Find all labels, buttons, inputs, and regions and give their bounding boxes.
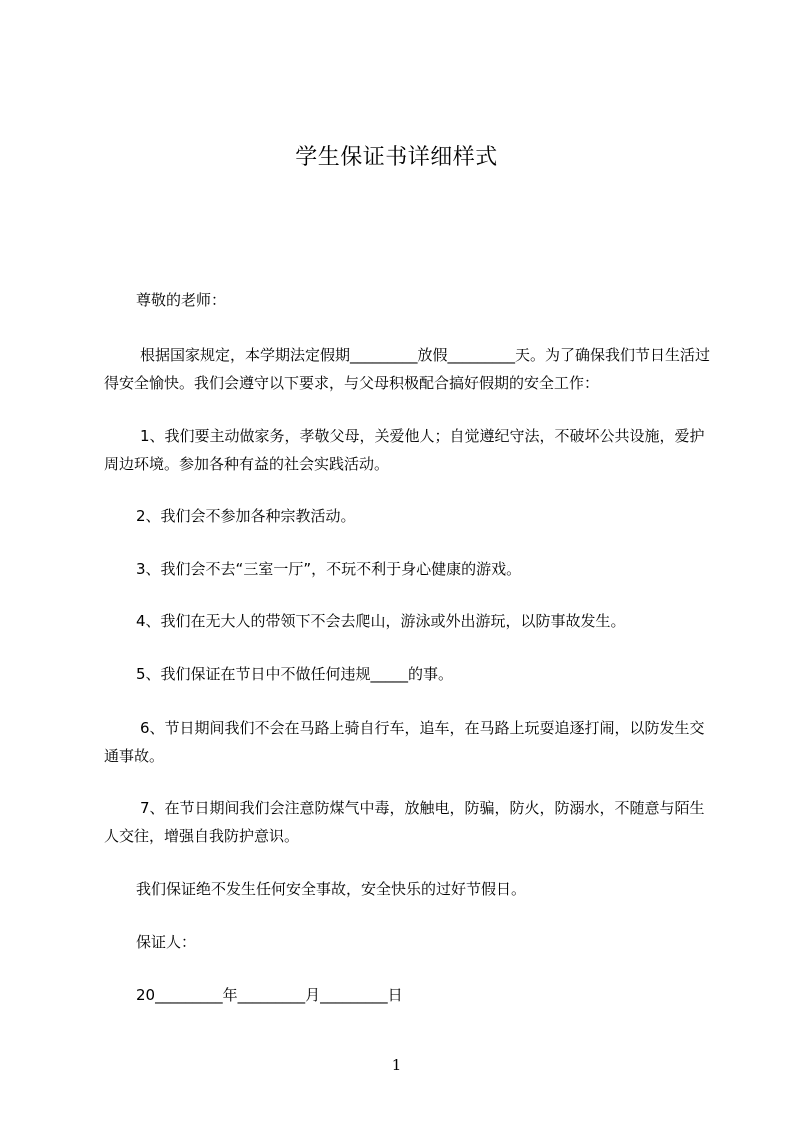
list-item: 5、我们保证在节日中不做任何违规_____的事。 xyxy=(136,665,454,683)
list-item: 2、我们会不参加各种宗教活动。 xyxy=(136,507,356,525)
guarantor-label: 保证人： xyxy=(136,933,197,951)
salutation: 尊敬的老师： xyxy=(136,291,227,309)
list-item: 1、我们要主动做家务，孝敬父母，关爱他人；自觉遵纪守法，不破坏公共设施，爱护周边环境。参加各种有益的社会实践活动。 xyxy=(104,427,705,473)
list-item: 7、在节日期间我们会注意防煤气中毒，放触电，防骗，防火，防溺水，不随意与陌生人交往，增强自我防护意识。 xyxy=(104,799,705,845)
list-item: 6、节日期间我们不会在马路上骑自行车，追车，在马路上玩耍追逐打闹，以防发生交通事故。 xyxy=(104,719,705,765)
list-item: 3、我们会不去“三室一厅”，不玩不利于身心健康的游戏。 xyxy=(136,560,522,578)
document-title: 学生保证书详细样式 xyxy=(295,145,498,170)
list-item: 4、我们在无大人的带领下不会去爬山，游泳或外出游玩，以防事故发生。 xyxy=(136,612,626,630)
page-number: 1 xyxy=(391,1056,402,1074)
closing-statement: 我们保证绝不发生任何安全事故，安全快乐的过好节假日。 xyxy=(136,880,527,898)
date-line: 20_________年_________月_________日 xyxy=(136,986,403,1004)
intro-paragraph: 根据国家规定，本学期法定假期_________放假_________天。为了确保我们节日生活过得安全愉快。我们会遵守以下要求，与父母积极配合搞好假期的安全工作： xyxy=(104,346,711,392)
